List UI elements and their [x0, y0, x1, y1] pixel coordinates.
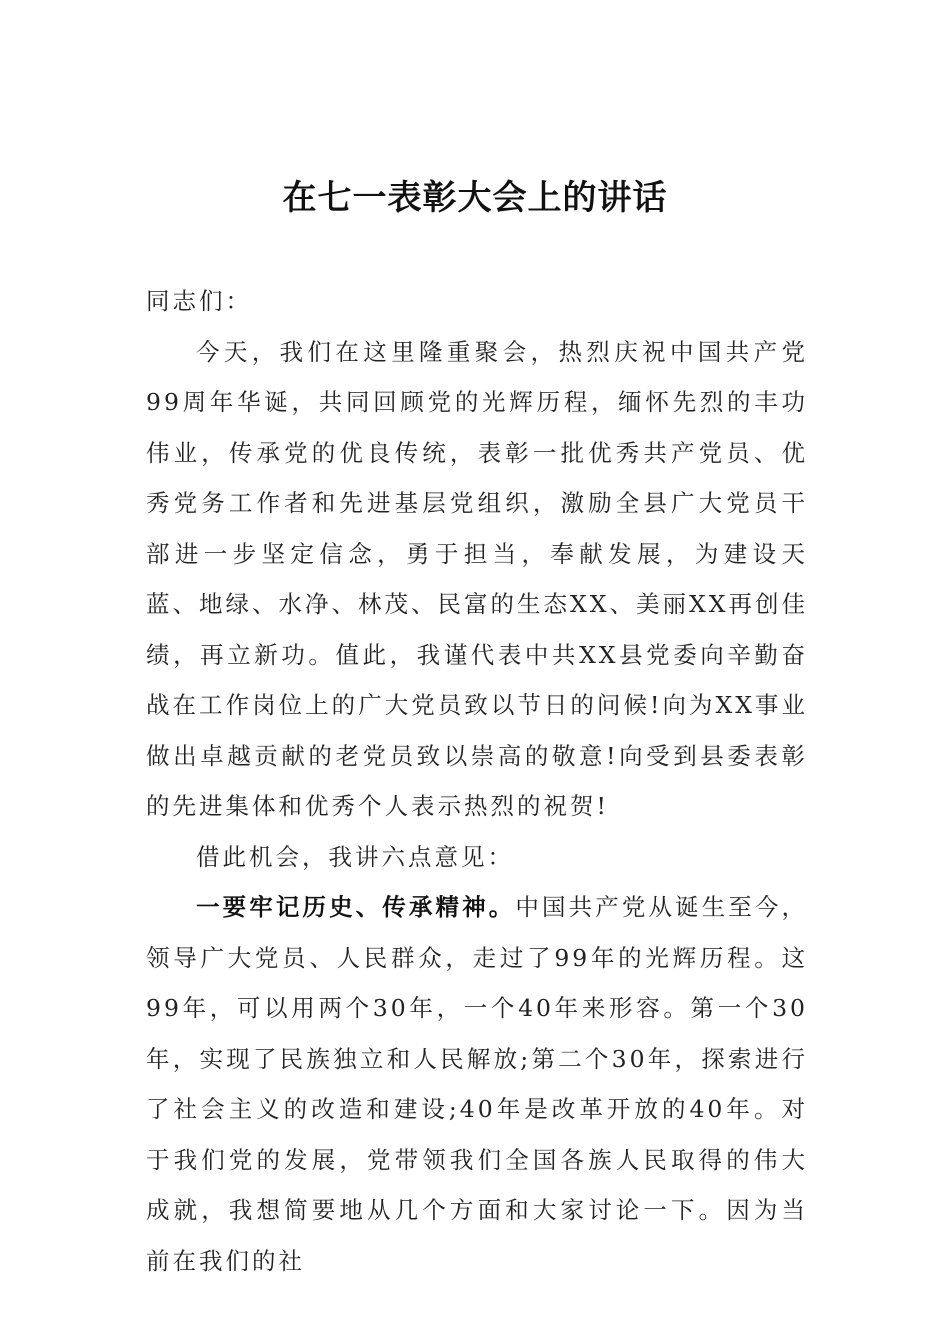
- document-title: 在七一表彰大会上的讲话: [282, 178, 668, 218]
- paragraph-point-one: [146, 882, 808, 1286]
- paragraph-opening: 今天，我们在这里隆重聚会，热烈庆祝中国共产党99周年华诞，共同回顾党的光辉历程，缅怀先烈的丰功伟业，传承党的优良传统，表彰一批优秀共产党员、优秀党务工作者和先进基层党组织，激励全县广大党员干部进一步坚定信念，勇于担当，奉献发展，为建设天蓝、地绿、水净、林茂、民富的生态XX、美丽XX再创佳绩，再立新功。值此，我谨代表中共XX县党委向辛勤奋战在工作岗位上的广大党员致以节日的问候!向为XX事业做出卓越贡献的老党员致以崇高的敬意!向受到县委表彰的先进集体和优秀个人表示热烈的祝贺!: [146, 337, 808, 820]
- point-one-heading: 一要牢记历史、传承精神。: [196, 893, 516, 921]
- salutation: 同志们：: [146, 287, 252, 315]
- paragraph-intro-points: 借此机会，我讲六点意见：: [196, 842, 514, 871]
- document-body: [146, 276, 808, 1286]
- point-one-text: 中国共产党从诞生至今，领导广大党员、人民群众，走过了99年的光辉历程。这99年，可以用两个30年，一个40年来形容。第一个30年，实现了民族独立和人民解放;第二个30年，探索进行了社会主义的改造和建设;40年是改革开放的40年。对于我们党的发展，党带领我们全国各族人民取得的伟大成就，我想简要地从几个方面和大家讨论一下。因为当前在我们的社: [146, 893, 809, 1275]
